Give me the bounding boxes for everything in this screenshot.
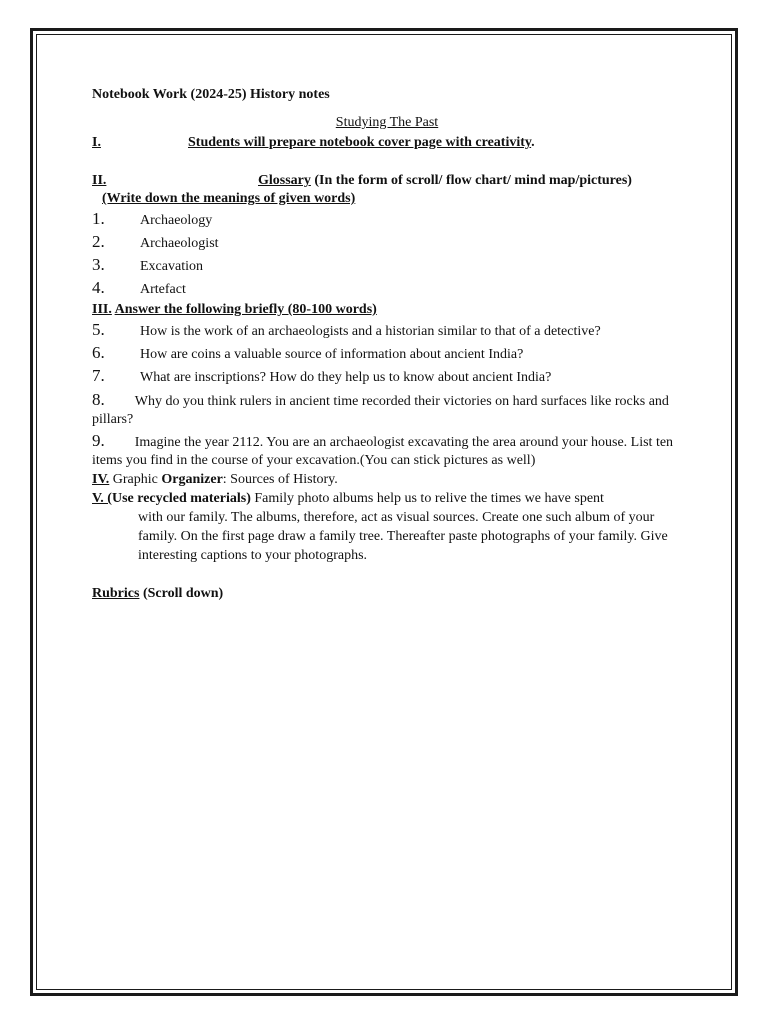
item-number: 2.	[92, 232, 105, 251]
list-item	[92, 277, 682, 300]
section-2-instruction: (Write down the meanings of given words)	[102, 191, 356, 206]
document-body	[92, 86, 682, 603]
section-2	[92, 172, 682, 300]
page-title: Notebook Work (2024-25) History notes	[92, 87, 330, 102]
item-text: Artefact	[140, 282, 186, 297]
question-text: Imagine the year 2112. You are an archaeologist excavating the area around your house. List ten items you find in the course of your excavation.(You can stick pictures as well)	[92, 435, 674, 468]
section-4	[92, 470, 682, 489]
section-5-bold: Use recycled materials)	[111, 491, 251, 506]
section-4-number: IV.	[92, 472, 110, 487]
section-4-word1: Graphic	[109, 472, 162, 487]
question-number: 7.	[92, 366, 105, 385]
section-5-first-line: Family photo albums help us to relive the times we have spent	[250, 491, 604, 506]
section-5-continuation: with our family. The albums, therefore, act as visual sources. Create one such album of your family. On the first page draw a family tree. Thereafter paste photographs of your family. Give interesting captions to your photographs.	[138, 510, 668, 563]
section-2-title	[258, 172, 632, 190]
glossary-rest: (In the form of scroll/ flow chart/ mind map/pictures)	[310, 173, 632, 188]
section-2-number: II.	[92, 173, 107, 188]
item-text: Excavation	[140, 259, 203, 274]
section-1-trail: .	[531, 135, 535, 150]
rubrics-heading	[92, 585, 682, 603]
question-item	[92, 391, 682, 429]
question-number: 9.	[92, 431, 105, 450]
section-1-number: I.	[92, 135, 101, 150]
question-item	[92, 342, 682, 365]
item-number: 3.	[92, 255, 105, 274]
rubrics-word: Rubrics	[92, 586, 140, 601]
list-item	[92, 254, 682, 277]
section-1	[92, 134, 682, 152]
list-item	[92, 208, 682, 231]
question-text: Why do you think rulers in ancient time recorded their victories on hard surfaces like rocks and pillars?	[92, 394, 669, 427]
question-number: 5.	[92, 320, 105, 339]
section-2-heading	[92, 172, 682, 190]
item-text: Archaeologist	[140, 236, 219, 251]
question-number: 6.	[92, 343, 105, 362]
question-text: How is the work of an archaeologists and a historian similar to that of a detective?	[140, 324, 601, 339]
section-1-text-wrap	[188, 134, 535, 152]
section-3-title: Answer the following briefly (80-100 words)	[114, 302, 377, 317]
question-number: 8.	[92, 390, 105, 409]
question-text: What are inscriptions? How do they help us to know about ancient India?	[140, 370, 552, 385]
question-item	[92, 319, 682, 342]
section-3-number: III.	[92, 302, 112, 317]
item-text: Archaeology	[140, 213, 213, 228]
section-1-text: Students will prepare notebook cover page with creativity	[188, 135, 532, 150]
item-number: 4.	[92, 278, 105, 297]
question-text: How are coins a valuable source of information about ancient India?	[140, 347, 524, 362]
item-number: 1.	[92, 209, 105, 228]
section-5	[92, 489, 682, 508]
section-4-word2: Organizer	[161, 472, 223, 487]
section-5-number: V. (	[92, 491, 112, 506]
question-item	[92, 432, 682, 470]
section-3-heading	[92, 300, 682, 319]
rubrics-rest: (Scroll down)	[139, 586, 224, 601]
question-item	[92, 365, 682, 388]
list-item	[92, 231, 682, 254]
subtitle: Studying The Past	[335, 115, 439, 130]
section-4-rest: : Sources of History.	[222, 472, 338, 487]
glossary-word: Glossary	[258, 173, 311, 188]
